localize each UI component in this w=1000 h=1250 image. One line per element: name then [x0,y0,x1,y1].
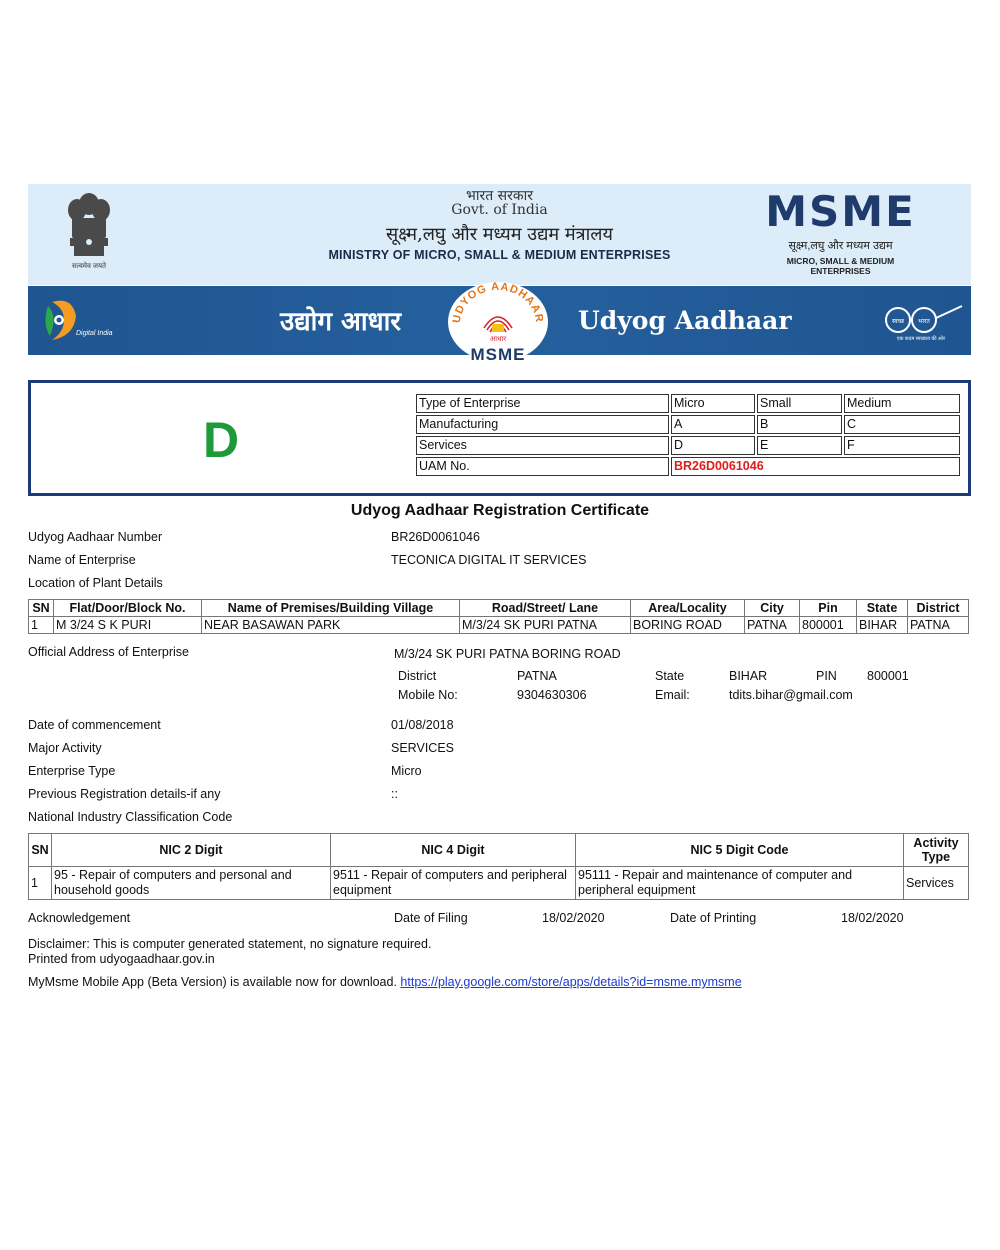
msme-hindi-text: सूक्ष्म,लघु और मध्यम उद्यम [788,240,893,252]
table-cell: BIHAR [857,617,908,634]
plant-details-table [28,599,969,634]
column-header: Road/Street/ Lane [460,600,631,617]
category-cell: Micro [671,394,755,413]
category-cell: F [844,436,960,455]
category-cell: Services [416,436,669,455]
official-address-label: Official Address of Enterprise [28,645,189,659]
acknowledgement-label: Acknowledgement [28,911,131,925]
category-row [416,436,960,455]
printing-date-label: Date of Printing [670,911,757,925]
state-value: BIHAR [729,669,768,683]
mobile-label: Mobile No: [398,688,458,702]
table-cell: M/3/24 SK PURI PATNA [460,617,631,634]
column-header: NIC 4 Digit [331,834,576,867]
enterprise-type-value: Micro [391,764,422,778]
enterprise-name-value: TECONICA DIGITAL IT SERVICES [391,553,587,567]
plant-details-label: Location of Plant Details [28,576,163,590]
column-header: SN [29,600,54,617]
category-cell: E [757,436,842,455]
table-cell: PATNA [908,617,969,634]
svg-text:भारत: भारत [918,319,930,325]
category-cell: A [671,415,755,434]
email-value: tdits.bihar@gmail.com [729,688,853,702]
svg-text:UDYOG AADHAAR: UDYOG AADHAAR [450,282,546,324]
digital-india-text: Digital India [76,330,113,337]
commencement-value: 01/08/2018 [391,718,454,732]
enterprise-category-box [28,380,971,496]
column-header: City [745,600,800,617]
ministry-hindi-text: सूक्ष्म,लघु और मध्यम उद्यम मंत्रालय [386,224,613,245]
table-cell: PATNA [745,617,800,634]
table-cell: BORING ROAD [631,617,745,634]
category-cell: Manufacturing [416,415,669,434]
category-row [416,415,960,434]
udyog-aadhaar-banner [28,282,971,364]
column-header: Activity Type [904,834,969,867]
column-header: State [857,600,908,617]
category-cell: C [844,415,960,434]
mobile-value: 9304630306 [517,688,587,702]
category-cell: Type of Enterprise [416,394,669,413]
govt-english-text: Govt. of India [451,202,548,218]
nic-label: National Industry Classification Code [28,810,233,824]
ministry-header [28,184,971,285]
column-header: NIC 5 Digit Code [576,834,904,867]
swachh-bharat-logo-icon [876,300,966,342]
table-cell: NEAR BASAWAN PARK [202,617,460,634]
column-header: SN [29,834,52,867]
printed-from-text: Printed from udyogaadhaar.gov.in [28,952,215,966]
uam-row [416,457,960,476]
commencement-label: Date of commencement [28,718,161,732]
email-label: Email: [655,688,690,702]
category-cell: Small [757,394,842,413]
column-header: Name of Premises/Building Village [202,600,460,617]
svg-text:आधार: आधार [489,336,507,343]
svg-text:सत्यमेव जयते: सत्यमेव जयते [71,263,107,270]
svg-text:स्वच्छ: स्वच्छ [891,319,905,325]
mobile-app-note [28,975,742,989]
banner-title-english: Udyog Aadhaar [578,306,792,335]
nic-table-header [29,834,969,867]
table-cell: 800001 [800,617,857,634]
mobile-app-link[interactable]: https://play.google.com/store/apps/details?id=msme.mymsme [400,975,742,989]
table-cell: 95 - Repair of computers and personal and household goods [52,867,331,900]
table-row [29,617,969,634]
filing-date-label: Date of Filing [394,911,468,925]
table-cell: 9511 - Repair of computers and peripheral equipment [331,867,576,900]
msme-logo-letters: MSME [765,187,916,236]
pin-value: 800001 [867,669,909,683]
table-cell: 1 [29,867,52,900]
svg-text:एक कदम स्वच्छता की ओर: एक कदम स्वच्छता की ओर [896,336,946,342]
mobile-app-text: MyMsme Mobile App (Beta Version) is available now for download. [28,975,397,989]
enterprise-name-label: Name of Enterprise [28,553,136,567]
category-table [414,392,962,478]
district-label: District [398,669,437,683]
official-address-line: M/3/24 SK PURI PATNA BORING ROAD [394,647,621,661]
filing-date-value: 18/02/2020 [542,911,605,925]
svg-text:MSME: MSME [470,345,526,364]
digital-india-logo-icon [38,294,138,346]
category-cell: Medium [844,394,960,413]
table-row [29,867,969,900]
msme-logo [758,187,923,276]
state-label: State [655,669,685,683]
major-activity-value: SERVICES [391,741,454,755]
column-header: Flat/Door/Block No. [54,600,202,617]
uam-number: BR26D0061046 [671,457,960,476]
ministry-english-text: MINISTRY OF MICRO, SMALL & MEDIUM ENTERPRISES [328,248,671,262]
table-cell: M 3/24 S K PURI [54,617,202,634]
nic-code-table [28,833,969,900]
district-value: PATNA [517,669,557,683]
category-cell: D [671,436,755,455]
msme-english-text: MICRO, SMALL & MEDIUM ENTERPRISES [786,256,895,276]
udyog-aadhaar-seal-icon [446,282,550,368]
plant-table-header [29,600,969,617]
column-header: Pin [800,600,857,617]
table-cell: Services [904,867,969,900]
aadhaar-number-value: BR26D0061046 [391,530,480,544]
table-cell: 1 [29,617,54,634]
major-activity-label: Major Activity [28,741,102,755]
pin-label: PIN [816,669,837,683]
category-letter: D [203,412,240,468]
disclaimer-text: Disclaimer: This is computer generated statement, no signature required. [28,937,432,951]
table-cell: 95111 - Repair and maintenance of computer and peripheral equipment [576,867,904,900]
column-header: NIC 2 Digit [52,834,331,867]
previous-registration-value: :: [391,787,398,801]
govt-hindi-text: भारत सरकार [466,188,533,204]
certificate-title: Udyog Aadhaar Registration Certificate [350,502,650,519]
uam-label: UAM No. [416,457,669,476]
previous-registration-label: Previous Registration details-if any [28,787,221,801]
banner-title-hindi: उद्योग आधार [280,307,401,337]
aadhaar-number-label: Udyog Aadhaar Number [28,530,163,544]
enterprise-type-label: Enterprise Type [28,764,116,778]
column-header: Area/Locality [631,600,745,617]
column-header: District [908,600,969,617]
printing-date-value: 18/02/2020 [841,911,904,925]
category-cell: B [757,415,842,434]
category-row [416,394,960,413]
